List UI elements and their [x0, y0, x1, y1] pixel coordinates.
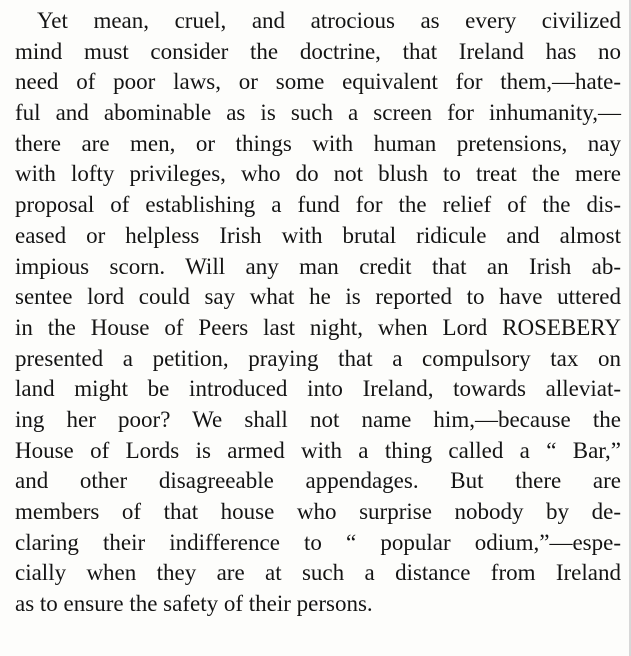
text-line: need of poor laws, or some equivalent for them,—hate- — [15, 69, 621, 95]
text-line: sentee lord could say what he is reported to have uttered — [15, 284, 621, 310]
text-line: and other disagreeable appendages. But there are — [15, 468, 621, 494]
text-line: claring their indifference to “ popular odium,”—espe- — [15, 529, 621, 555]
text-line: there are men, or things with human pretensions, nay — [15, 130, 621, 156]
text-line: as to ensure the safety of their persons. — [15, 591, 373, 617]
text-line: House of Lords is armed with a thing called a “ Bar,” — [15, 437, 621, 463]
text-line: members of that house who surprise nobody by de- — [15, 499, 621, 524]
text-line: in the House of Peers last night, when Lord ROSEBERY — [15, 314, 621, 340]
text-line: eased or helpless Irish with brutal ridicule and almost — [15, 222, 621, 248]
text-line: impious scorn. Will any man credit that an Irish ab- — [15, 253, 621, 279]
text-line: Yet mean, cruel, and atrocious as every civilized — [37, 8, 621, 33]
text-line: proposal of establishing a fund for the relief of the dis- — [15, 192, 621, 218]
text-line: cially when they are at such a distance from Ireland — [15, 560, 621, 586]
text-line: ing her poor? We shall not name him,—because the — [15, 406, 621, 432]
text-line: with lofty privileges, who do not blush to treat the mere — [15, 161, 621, 187]
text-line: mind must consider the doctrine, that Ireland has no — [15, 38, 621, 64]
text-line: land might be introduced into Ireland, towards alleviat- — [15, 376, 621, 402]
text-line: ful and abominable as is such a screen for inhumanity,— — [15, 100, 621, 126]
text-line: presented a petition, praying that a compulsory tax on — [15, 345, 621, 371]
article-paragraph — [15, 6, 621, 620]
